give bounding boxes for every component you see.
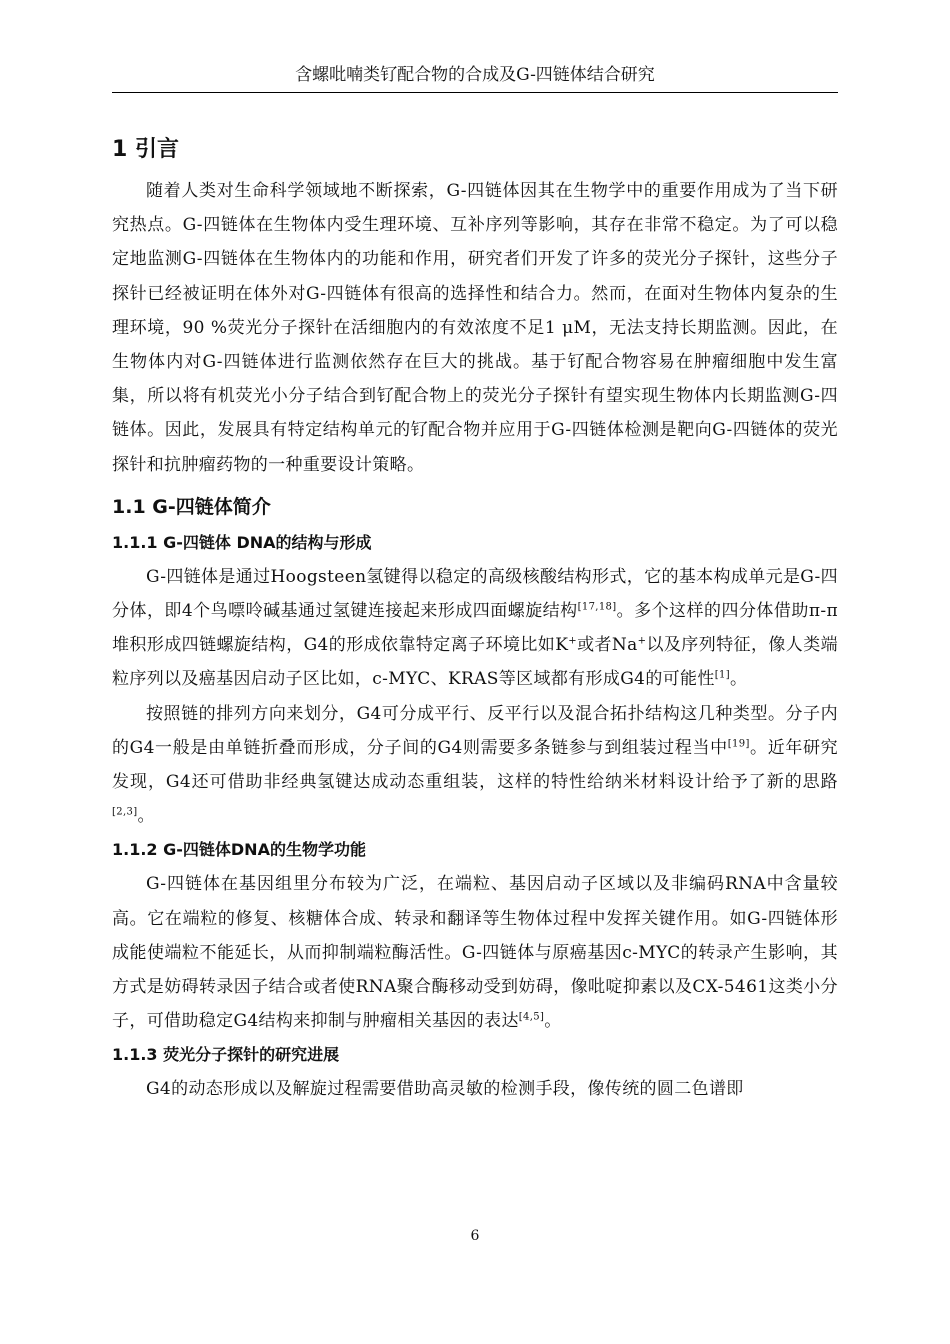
section-1-1-heading: 1.1 G-四链体简介 [112,495,271,518]
section-1-1-2-heading: 1.1.2 G-四链体DNA的生物学功能 [112,840,366,860]
section-1-1-2-paragraph: G-四链体在基因组里分布较为广泛，在端粒、基因启动子区域以及非编码RNA中含量较高。它在端粒的修复、核糖体合成、转录和翻译等生物体过程中发挥关键作用。如G-四链体形成能使端粒不能延长，从而抑制端粒酶活性。G-四链体与原癌基因c-MYC的转录产生影响，其方式是妨碍转录因子结合或者使RNA聚合酶移动受到妨碍，像吡啶抑素以及CX-5461这类小分子，可借助稳定G4结构来抑制与肿瘤相关基因的表达[4,5]。 [112,874,838,1032]
citation: [2,3] [112,806,138,818]
header-title: 含螺吡喃类钌配合物的合成及G-四链体结合研究 [295,65,655,85]
citation: [19] [727,738,750,750]
section-1-heading: 1 引言 [112,137,179,162]
section-1-1-1-heading: 1.1.1 G-四链体 DNA的结构与形成 [112,532,372,552]
citation: [4,5] [518,1011,545,1023]
section-1-1-1-paragraph-2: 按照链的排列方向来划分，G4可分成平行、反平行以及混合拓扑结构这几种类型。分子内的G4一般是由单链折叠而形成，分子间的G4则需要多条链参与到组装过程当中[19]。近年研究发现，G4还可借助非经典氢键达成动态重组装，这样的特性给纳米材料设计给予了新的思路[2,3]。 [112,703,839,827]
citation: [1] [714,669,730,681]
section-1-paragraph: 随着人类对生命科学领域地不断探索，G-四链体因其在生物学中的重要作用成为了当下研究热点。G-四链体在生物体内受生理环境、互补序列等影响，其存在非常不稳定。为了可以稳定地监测G-四链体在生物体内的功能和作用，研究者们开发了许多的荧光分子探针，这些分子探针已经被证明在体外对G-四链体有很高的选择性和结合力。然而，在面对生物体内复杂的生理环境，90 %荧光分子探针在活细胞内的有效浓度不足1 μM，无法支持长期监测。因此，在生物体内对G-四链体进行监测依然存在巨大的挑战。基于钌配合物容易在肿瘤细胞中发生富集，所以将有机荧光小分子结合到钌配合物上的荧光分子探针有望实现生物体内长期监测G-四链体。因此，发展具有特定结构单元的钌配合物并应用于G-四链体检测是靶向G-四链体的荧光探针和抗肿瘤药物的一种重要设计策略。 [112,181,838,475]
running-header [112,62,838,93]
section-1-1-3-paragraph: G4的动态形成以及解旋过程需要借助高灵敏的检测手段，像传统的圆二色谱即 [146,1079,744,1100]
page-body [112,132,838,1107]
section-1-1-1-paragraph-1: G-四链体是通过Hoogsteen氢键得以稳定的高级核酸结构形式，它的基本构成单元是G-四分体，即4个鸟嘌呤碱基通过氢键连接起来形成四面螺旋结构[17,18]。多个这样的四分体借助π-π堆积形成四链螺旋结构，G4的形成依靠特定离子环境比如K+或者Na+以及序列特征，像人类端粒序列以及癌基因启动子区比如，c-MYC、KRAS等区域都有形成G4的可能性[1]。 [112,566,838,690]
citation: [17,18] [577,601,617,613]
superscript-plus: + [568,635,578,647]
section-1-1-3-heading: 1.1.3 荧光分子探针的研究进展 [112,1045,340,1065]
superscript-plus: + [637,635,647,647]
page-number: 6 [470,1228,480,1244]
